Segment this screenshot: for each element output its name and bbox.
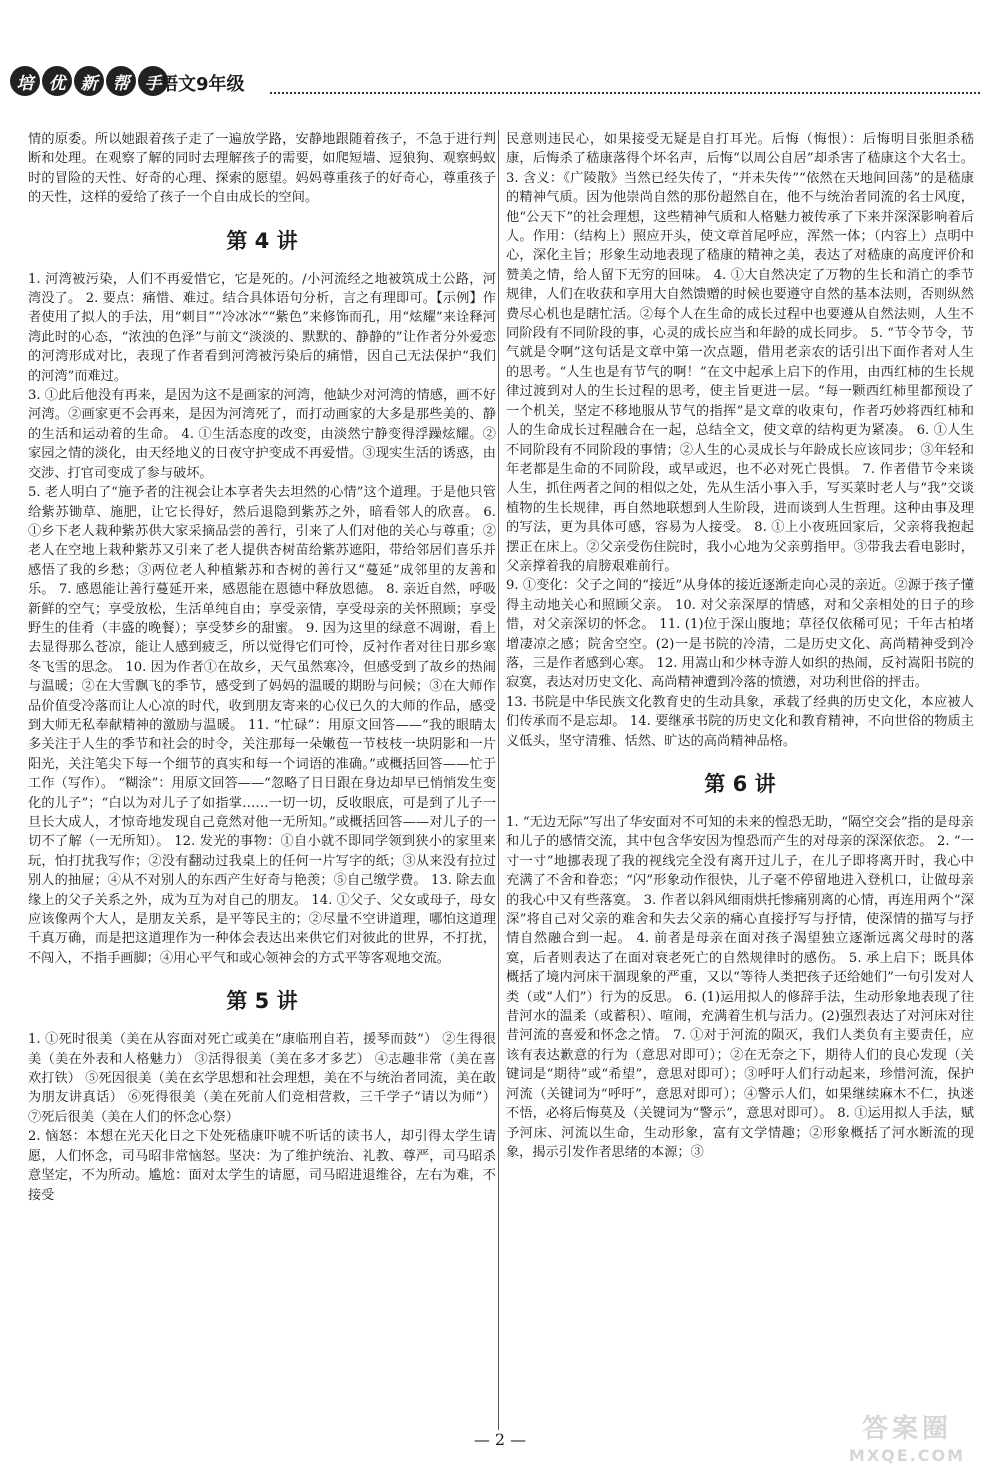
subject-grade: 语文9年级 (160, 74, 245, 95)
logo-char: 培 (10, 66, 40, 96)
lecture-5-heading: 第 5 讲 (226, 989, 298, 1014)
answer-paragraph: 1. “无边无际”写出了华安面对不可知的未来的惶恐无助，“隔空交会”指的是母亲和儿子的感情交流，其中包含华安因为惶恐而产生的对母亲的深深依恋。 2. “一寸一寸”地挪表现了我的视线完全没有离开过儿子，在儿子即将离开时，我心中充满了不舍和眷恋；“闪”形象动作很快，儿子毫不停留地进入登机口，让做母亲的我心中又有些落寞。 3. 作者以斜风细雨烘托惨痛别离的心情，再连用两个“深深”将自己对父亲的难舍和失去父亲的痛心直接抒写与抒情，使深情的描写与抒情自然融合到一起。 4. 前者是母亲在面对孩子渴望独立逐渐远离父母时的落寞，后者则表达了在面对衰老死亡的自然规律时的感伤。 5. 承上启下；既具体概括了境内河床干涸现象的严重，又以“等待人类把孩子还给她们”一句引发对人类（或“人们”）行为的反思。 6. (1)运用拟人的修辞手法，生动形象地表现了往昔河水的温柔（或蓄积）、喧闹，充满着生机与活力。(2)强烈表达了对河床对往昔河流的喜爱和怀念之情。 7. ①对于河流的陨灭，我们人类负有主要责任，应该有表达歉意的行为（意思对即可）；②在无奈之下，期待人们的良心发现（关键词是“期待”或“希望”，意思对即可）；③呼吁人们行动起来，珍惜河流，保护河流（关键词为“呼吁”，意思对即可）；④警示人们，如果继续麻木不仁，执迷不悟，必将后悔莫及（关键词为“警示”，意思对即可）。 8. ①运用拟人手法，赋予河床、河流以生命，生动形象，富有文学情趣；②形象概括了河水断流的现象，揭示引发作者思绪的本源；③ (506, 815, 974, 1160)
watermark-logo-text: 答案圈 (861, 1414, 952, 1444)
logo-char: 优 (42, 66, 72, 96)
lecture-4-heading: 第 4 讲 (226, 228, 298, 253)
book-logo (10, 66, 168, 96)
left-column (28, 130, 496, 1430)
answer-paragraph: 13. 书院是中华民族文化教育史的生动具象，承载了经典的历史文化，本应被人们传承而不是忘却。 14. 要继承书院的历史文化和教育精神，不向世俗的物质主义低头，坚守清雅、恬然、旷达的高尚精神品格。 (506, 694, 974, 749)
answer-paragraph: 3. ①此后他没有再来，是因为这不是画家的河湾，他缺少对河湾的情感，画不好河湾。②画家更不会再来，是因为河湾死了，而打动画家的大多是那些美的、静的生活和运动着的生命。 4. ①生活态度的改变，由淡然宁静变得浮躁炫耀。②家园之情的淡化，由天经地义的日夜守护变成不再爱惜。③现实生活的诱惑，由交涉、打官司变成了参与破坏。 (28, 388, 496, 481)
answer-paragraph: 1. 河湾被污染，人们不再爱惜它，它是死的。/小河流经之地被筑成土公路，河湾没了。 2. 要点：痛惜、难过。结合具体语句分析，言之有理即可。【示例】作者使用了拟人的手法，用“刺目”“冷冰冰”“紫色”来修饰而孔，用“炫耀”来诠释河湾此时的心态，“浓浊的色泽”与前文“淡淡的、默默的、静静的”让作者分外爱恋的河湾形成对比，表现了作者看到河湾被污染后的痛惜，因自己无法保护“我们的河湾”而难过。 (28, 271, 496, 384)
watermark-domain: MXQE.COM (848, 1446, 966, 1465)
lecture-6-heading: 第 6 讲 (704, 772, 776, 796)
logo-char: 新 (74, 66, 104, 96)
continued-paragraph: 情的原委。所以她跟着孩子走了一遍放学路，安静地跟随着孩子，不急于进行判断和处理。在观察了解的同时去理解孩子的需要，如爬短墙、逗狼狗、观察蚂蚁时的冒险的天性、好奇的心理、探索的愿望。妈妈尊重孩子的好奇心，尊重孩子的天性，这样的爱给了孩子一个自由成长的空间。 (28, 132, 496, 206)
right-column (506, 130, 974, 1430)
column-divider (498, 130, 499, 1430)
answer-paragraph: 1. ①死时很美（美在从容面对死亡或美在“康临刑自若，援琴而鼓”） ②生得很美（美在外表和人格魅力） ③活得很美（美在多才多艺） ④志趣非常（美在喜欢打铁） ⑤死因很美（美在玄学思想和社会理想，美在不与统治者同流，美在敢为朋友讲真话） ⑥死得很美（美在死前人们竞相营救，三千学子“请以为师”） ⑦死后很美（美在人们的怀念心祭） (28, 1032, 496, 1125)
page-number: — 2 — (473, 1430, 527, 1449)
logo-char: 手 (138, 66, 168, 96)
continued-paragraph: 民意则违民心，如果接受无疑是自打耳光。后悔（悔恨）：后悔明目张胆杀嵇康，后悔杀了嵇康落得个坏名声，后悔“以周公自居”却杀害了嵇康这个大名士。 3. 含义：《广陵散》当然已经失传了，“并未失传”“依然在天地间回荡”的是嵇康的精神气质。因为他崇尚自然的那份超然自在，他不与统治者同流的名士风度，他“公天下”的社会理想，这些精神气质和人格魅力被传承了下来并深深影响着后人。作用：（结构上）照应开头，使文章首尾呼应，浑然一体；（内容上）点明中心，深化主旨；形象生动地表现了嵇康的精神之美，表达了对嵇康的高度评价和赞美之情，给人留下无穷的回味。 4. ①大自然决定了万物的生长和消亡的季节规律，人们在收获和享用大自然馈赠的时候也要遵守自然的基本法则，否则纵然费尽心机也是瞎忙活。②每个人在生命的成长过程中也要遵从自然法则，人生不同阶段有不同阶段的事，心灵的成长应当和年龄的成长同步。 5. “节令节令，节气就是令啊”这句话是文章中第一次点题，借用老亲农的话引出下面作者对人生的思考。“人生也是有节气的啊！”在文中起承上启下的作用，由西红柿的生长规律过渡到对人的生长过程的思考，使主旨更进一层。“每一颗西红柿里都预设了一个机关，坚定不移地服从节气的指挥”是文章的收束句，作者巧妙将西红柿和人的生命成长过程融合在一起，总结全文，使文章的结构更为紧凑。 6. ①人生不同阶段有不同阶段的事情；②人生的心灵成长与年龄成长应该同步；③年轻和年老都是生命的不同阶段，或早或迟，也不必对死亡畏惧。 7. 作者借节令来谈人生，抓住两者之间的相似之处，先从生活小事入手，写买菜时老人与“我”交谈植物的生长规律，再自然地联想到人生阶段，进而谈到人生哲理。这种由事及理的写法，更为具体可感，容易为人接受。 8. ①上小夜班回家后，父亲将我抱起摆正在床上。②父亲受伤住院时，我小心地为父亲剪指甲。③带我去看电影时，父亲撑着我的肩膀艰难前行。 (506, 132, 974, 574)
header-dotted-rule (270, 92, 980, 94)
page-header (10, 66, 990, 106)
answer-paragraph: 9. ①变化：父子之间的“接近”从身体的接近逐渐走向心灵的亲近。②源于孩子懂得主动地关心和照顾父亲。 10. 对父亲深厚的情感，对和父亲相处的日子的珍惜，对父亲深切的怀念。 11. (1)位于深山腹地；草径仅依稀可见；千年古柏堵增凄凉之感；院舍空空。(2)一是书院的冷清，二是历史文化、高尚精神受到冷落，三是作者感到心寒。 12. 用嵩山和少林寺游人如织的热闹，反衬嵩阳书院的寂寞，表达对历史文化、高尚精神遭到冷落的愤懑，对功利世俗的抨击。 (506, 578, 974, 691)
answer-paragraph: 5. 老人明白了“施予者的注视会让本享者失去坦然的心情”这个道理。于是他只管给紫苏锄草、施肥，让它长得好，然后退隐到紫苏之外，暗看邻人的欣喜。 6. ①乡下老人栽种紫苏供大家采摘品尝的善行，引来了人们对他的关心与尊重；②老人在空地上栽种紫苏又引来了老人提供杏树苗给紫苏遮阳，带给邻居们喜乐并感悟了我的乡愁；③两位老人种植紫苏和杏树的善行又“蔓延”成邻里的友善和乐。 7. 感恩能让善行蔓延开来，感恩能在恩德中释放恩德。 8. 亲近自然，呼吸新鲜的空气；享受放松，生活单纯自由；享受亲情，享受母亲的关怀照顾；享受野生的佳肴（丰盛的晚餐）；享受梦乡的甜蜜。 9. 因为这里的绿意不凋谢，看上去显得那么苍凉，能让人感到疲乏，所以觉得它们可怜，反衬作者对往日那乡寒冬飞雪的思念。 10. 因为作者①在故乡，天气虽然寒冷，但感受到了故乡的热闹与温暖；②在大雪飘飞的季节，感受到了妈妈的温暖的期盼与问候；③在大师作品价值受冷落而让人心凉的时代，收到朋友寄来的心仪已久的大师的作品，感受到大师无私奉献精神的激励与温暖。 11. “忙碌”：用原文回答——“我的眼睛太多关注于人生的季节和社会的时令，关注那每一朵嫩苞一节枝枝一块阴影和一片阳光，关注笔尖下每一个细节的真实和每一个词语的准确。”或概括回答——忙于工作（写作）。 “糊涂”：用原文回答——“忽略了日日跟在身边却早已悄悄发生变化的儿子”；“白以为对儿子了如指掌……一切一切，反收眼底，可是到了儿子一旦长大成人，才惊奇地发现自己竟然对他一无所知。”或概括回答——对儿子的一切不了解（一无所知）。 12. 发光的事物：①自小就不即同学领到狭小的家里来玩，怕打扰我写作；②没有翻动过我桌上的任何一片写字的纸；③从来没有拉过别人的抽屉；④从不对别人的东西产生好奇与艳羡；⑤自己缴学费。 13. 除去血缘上的父子关系之外，成为互为对自己的朋友。 14. ①父子、父女或母子，母女应该像两个大人，是朋友关系，是平等民主的；②尽量不空讲道理，哪怕这道理千真万确，而是把这道理作为一种体会表达出来供它们对彼此的世界，不打扰，不闯入，不指手画脚；④用心平气和或心领神会的方式平等客观地交流。 (28, 485, 496, 966)
answer-paragraph: 2. 恼怒：本想在光天化日之下处死嵇康吓唬不听话的读书人，却引得太学生请愿，人们怀念，司马昭非常恼怒。坚决：为了维护统治、礼教、尊严，司马昭杀意坚定，不为所动。尴尬：面对太学生的请愿，司马昭进退维谷，左右为难，不接受 (28, 1129, 496, 1203)
site-watermark (832, 1412, 982, 1472)
logo-char: 帮 (106, 66, 136, 96)
